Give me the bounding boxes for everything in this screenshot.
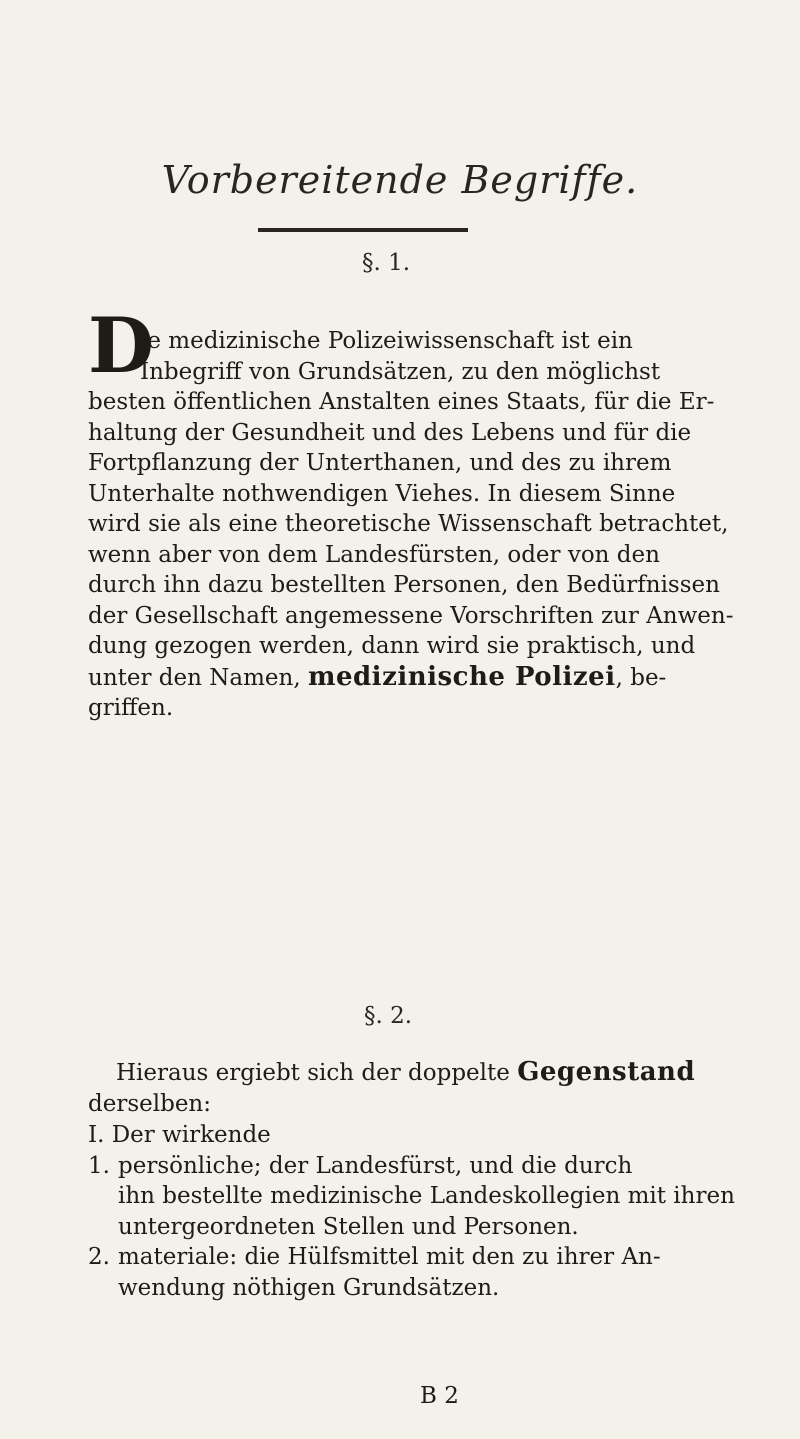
paragraph-1-line: Fortpflanzung der Unterthanen, und des zu ihrem <box>88 450 672 476</box>
paragraph-1-line: wenn aber von dem Landesfürsten, oder von den <box>88 541 660 568</box>
list-heading: I. Der wirkende <box>88 1122 271 1148</box>
paragraph-2: Hieraus ergiebt sich der doppelte Gegenstand derselben: <box>88 1057 696 1117</box>
paragraph-1-line: griffen. <box>88 695 174 721</box>
paragraph-1-line: durch ihn dazu bestellten Personen, den Bedürfnissen <box>88 572 720 598</box>
paragraph-1-line: wird sie als eine theoretische Wissenschaft betrachtet, <box>88 511 729 537</box>
catchword: B 2 <box>420 1383 459 1409</box>
section-mark-2: §. 2. <box>364 1003 413 1029</box>
drop-cap: D <box>88 301 154 390</box>
chapter-title: Vorbereitende Begriffe. <box>161 158 639 202</box>
paragraph-1-line: ie medizinische Polizeiwissenschaft ist ein <box>140 328 633 354</box>
paragraph-1: ie medizinische Polizeiwissenschaft ist ein Inbegriff von Grundsätzen, zu den möglichst besten öffentlichen Anstalten eines Staats, für die Er- haltung der Gesundheit und des Lebens und für die Fortpflanzung der Unterthanen, und des zu ihrem Unterhalte nothwendigen Viehes. In diesem Sinne wird sie als eine theoretische Wissenschaft betrachtet, wenn aber von dem Landesfürsten, oder von den durch ihn dazu bestellten Personen, den Bedürfnissen der Gesellschaft angemessene Vorschriften zur Anwen- dung gezogen werden, dann wird sie praktisch, und unter den Namen, medizinische Polizei, be- griffen. <box>88 326 750 724</box>
paragraph-1-line: der Gesellschaft angemessene Vorschriften zur Anwen- <box>88 602 734 629</box>
paragraph-1-line: besten öffentlichen Anstalten eines Staats, für die Er- <box>88 389 715 415</box>
paragraph-1-line: Unterhalte nothwendigen Viehes. In diesem Sinne <box>88 480 676 507</box>
list-item: 2. materiale: die Hülfsmittel mit den zu ihrer An- wendung nöthigen Grundsätzen. <box>88 1244 661 1301</box>
list <box>88 1120 750 1303</box>
emphasized-term: medizinische Polizei <box>307 661 616 692</box>
paragraph-1-line: Inbegriff von Grundsätzen, zu den möglichst <box>140 358 661 385</box>
title-rule <box>258 228 468 232</box>
section-mark-1: §. 1. <box>362 250 411 276</box>
paragraph-1-line: haltung der Gesundheit und des Lebens und für die <box>88 419 692 446</box>
paragraph-1-line: dung gezogen werden, dann wird sie praktisch, und <box>88 633 696 659</box>
emphasized-term: Gegenstand <box>517 1057 696 1087</box>
paragraph-1-line: unter den Namen, <box>88 664 301 691</box>
list-item: 1. persönliche; der Landesfürst, und die durch ihn bestellte medizinische Landeskollegien mit ihren untergeordneten Stellen und Personen. <box>88 1152 735 1240</box>
